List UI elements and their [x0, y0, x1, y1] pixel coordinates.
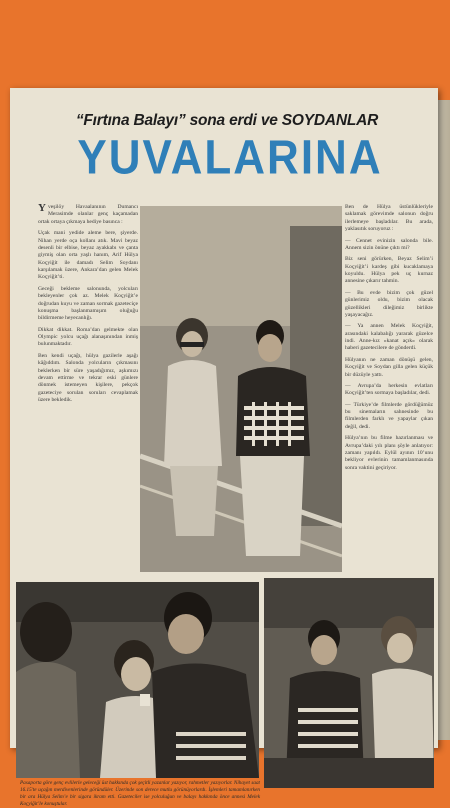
paragraph: Geceği bekleme salonunda, yolcuları bekleyenler çok az. Melek Koçyiğit’e doğrudan kuyu ve zaman sormak gazeteciçe konuşma başlanmamışım oluğuğu bildirmeme heyecanlığı.	[38, 285, 138, 322]
article-column-left	[38, 204, 138, 588]
paragraph: Dikkat dikkat. Roma’dan gelmekte olan Olympic yolcu uçağı alanaşınından inmiş bulunmaktadır.	[38, 326, 138, 348]
paragraph: Biz seni görürken, Beyaz Selim’i Koçyiğit’i kardeş gibi kucaklamaya koyuldu. Hülya pek uç kurnaz annesine çıkarır tahmin.	[345, 256, 433, 285]
photo-caption: Pasaporta göre genç evlilerle geleceği üst hakkında çok şeçitli yazanlar yazıyor, rahmetler yazıyorlar. Nihayet saat 16.15’te uçağın merdivenlerinde göründüler. Üzerinde son derece mutlu görünüyorlardı. İşlemleri tamamlanırken bir ara Hülya Selim’e bir sigara ikram etti. Gazeteciler ise yolculuğun ve balayı hakkında önce annesi Melek Koçyiğit’le konuştular.	[20, 780, 260, 808]
magazine-page	[10, 88, 438, 808]
paragraph: Yveşilöy Havaalanının Dumancı Merasimde olanlar genç kaçamadan ortak ortaya çıkmaya hediye basınca :	[38, 204, 138, 225]
article-column-right	[345, 204, 433, 564]
article-headline: YUVALARINA	[77, 130, 383, 185]
paragraph: Hülyanın ne zaman dönüşü gelen, Koçyiğit ve Soydan gilla gelen küçük bir düzüyle yattı.	[345, 356, 433, 378]
paragraph: Uçak mani yedide aleme bere, şiyerde. Nihan yerde oça kollanı atık. Mavi beyaz desenli bir elbise, beyaz ayakkabı ve çanta giymiş olan orta yaşlı hanım, Arif Hülya Koçyiğit ile damadı Selim Soydanı karşılamak üzere, Ankara’dan gelen Melek Koçyiğit’ti.	[38, 230, 138, 281]
paragraph: Ben de Hülya üstünlükleriyle saklamak görevimde salonun doğru ilerlemeye başladılar. Bu arada, yaklasıtık soruyoruz :	[345, 204, 433, 233]
couple-at-counter-photo	[264, 578, 434, 788]
article-supertitle: “Fırtına Balayı” sona erdi ve SOYDANLAR	[75, 112, 379, 129]
paragraph: Ben kendi uçağı, hülya gazilerle aşağı kâğıddım. Salonda yolcuların çıkmasını beklerken bir süre yaşadığımız, aşkımızı devam ettirme ve tekrar eski günlere dönmek istemeyen kişilere, pekçok gazeteciye sorulan soruları cevaplamak üzere bekledik.	[38, 352, 138, 403]
paragraph: — Ya annen Melek Koçyiğit, arasındaki kalabalığı yararak güzelce indi. Anne-kız «kanat açık» olarak haberi gazetecilere de gönderdi.	[345, 323, 433, 352]
paragraph: — Avrupa’da herkesin evlatları Koçyiğit’ten sormaya başladılar, dedi.	[345, 382, 433, 397]
couple-on-stairs-photo	[140, 206, 342, 572]
magazine-page-edge	[438, 100, 450, 740]
cigarette-lighting-photo	[16, 582, 259, 778]
paragraph: — Türkiye’de filmlerde gördüğümüz bu sinemaların sahnesinde bu filmlerden farklı ve yapaylar çıkan değil, dedi.	[345, 401, 433, 430]
drop-cap: Y	[38, 204, 46, 214]
paragraph: — Bu evde bizim çok güzel günlerimiz oldu, bizim olacak güzellikleri dileğimiz birlikte yaşayacağız.	[345, 289, 433, 318]
paragraph: Hülya’nın bu filme hazırlanması ve Avrupa’daki yılı planı şöyle anlatıyor: zamanı yapıldı. Eylül ayının 10’unu bekliyor evlerinin tamamlanmasında sonra vaktini geçiriyor.	[345, 435, 433, 471]
paragraph: — Cennet evinizin salonda bile. Annem sizin önüne çıktı mi?	[345, 237, 433, 251]
